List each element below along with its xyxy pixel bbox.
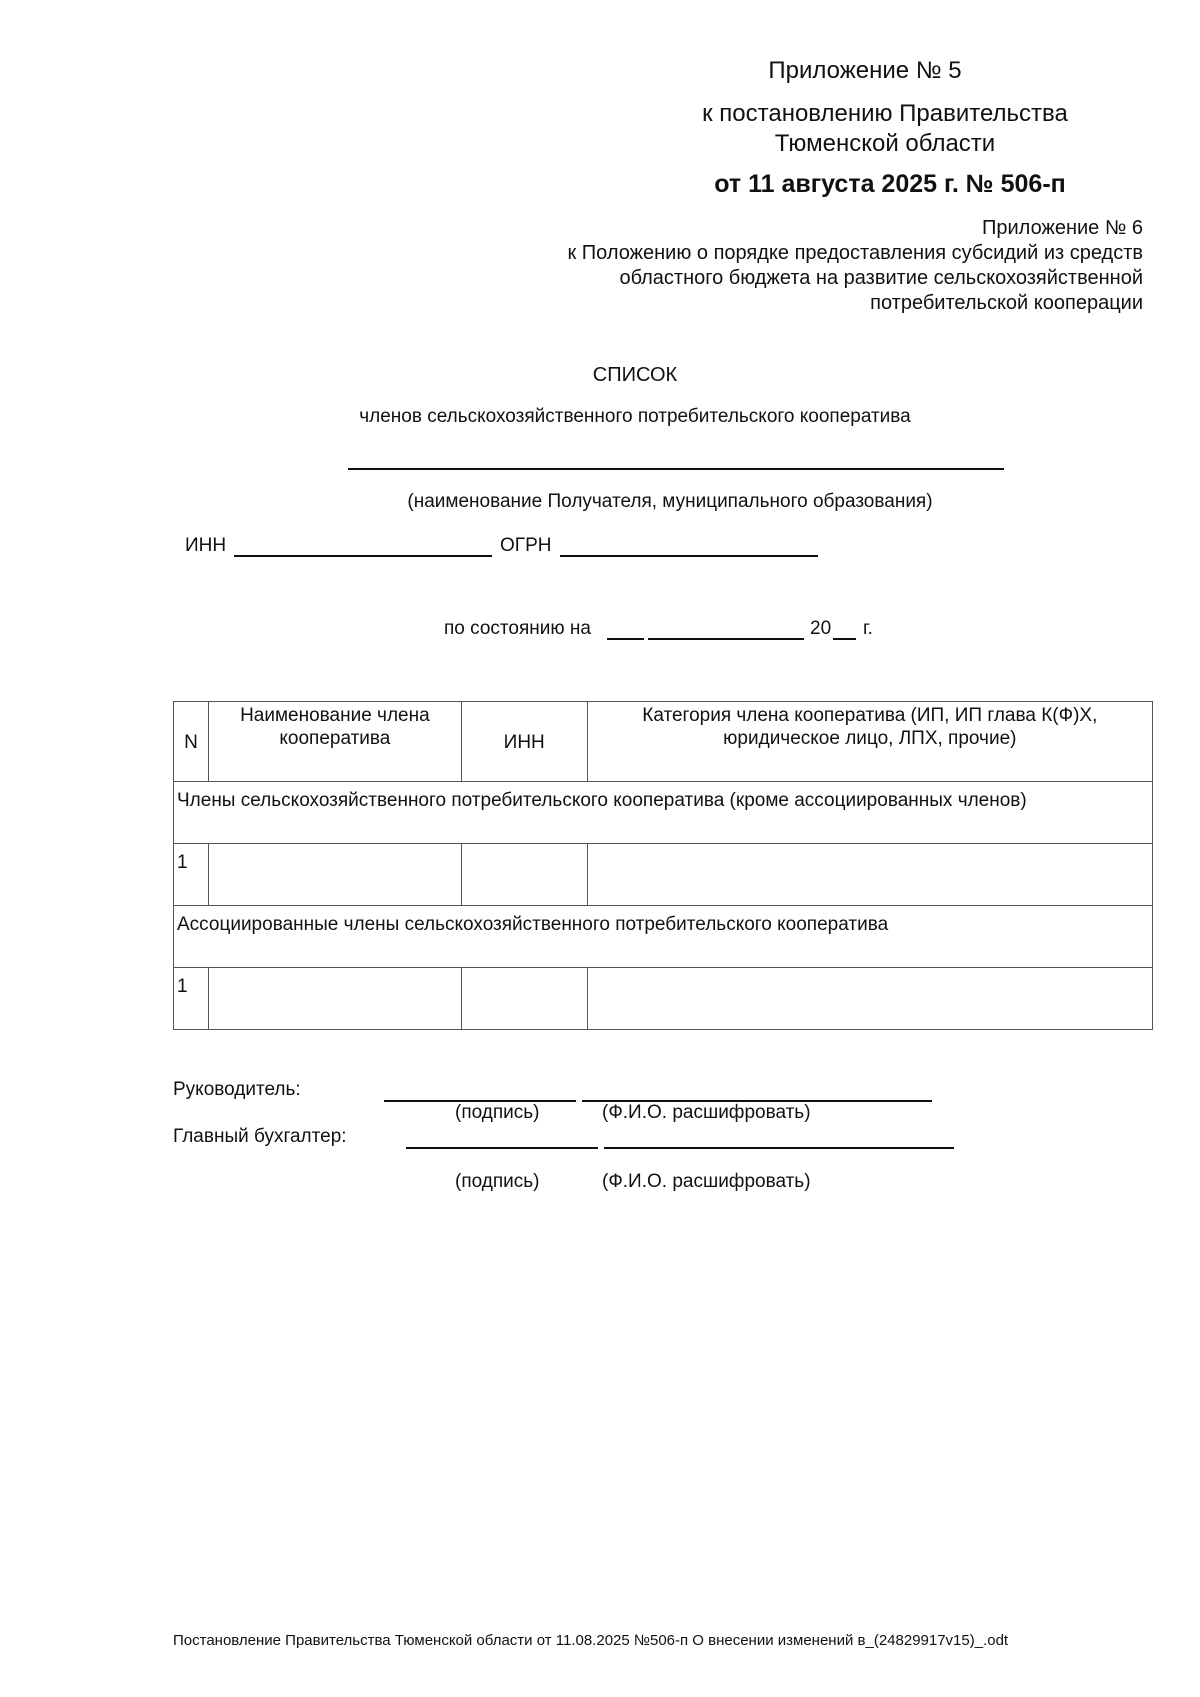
accountant-label: Главный бухгалтер:	[173, 1126, 347, 1147]
document-footer: Постановление Правительства Тюменской области от 11.08.2025 №506-п О внесении изменений в_(24829917v15)_.odt	[173, 1632, 1009, 1649]
appendix5-region-line: Тюменской области	[774, 130, 996, 157]
appendix6-line-2: областного бюджета на развитие сельскохозяйственной	[619, 267, 1143, 289]
ogrn-blank	[560, 555, 818, 557]
head-fio-caption: (Ф.И.О. расшифровать)	[602, 1102, 811, 1123]
table-row	[174, 968, 1153, 1030]
head-signature-caption: (подпись)	[455, 1102, 540, 1123]
appendix5-date: от 11 августа 2025 г. № 506-п	[714, 170, 1066, 198]
accountant-fio-blank	[604, 1147, 954, 1149]
members-table	[173, 701, 1153, 1030]
list-subtitle: членов сельскохозяйственного потребительского кооператива	[359, 406, 911, 427]
accountant-signature-blank	[406, 1147, 598, 1149]
cell-member-name	[208, 844, 461, 906]
year-blank	[833, 638, 856, 640]
recipient-name-caption: (наименование Получателя, муниципального образования)	[407, 491, 933, 512]
appendix6-line-1: к Положению о порядке предоставления субсидий из средств	[567, 242, 1143, 264]
header-member-name: Наименование члена кооператива	[208, 702, 461, 782]
list-title: СПИСОК	[592, 364, 678, 386]
head-label: Руководитель:	[173, 1079, 301, 1100]
appendix5-title: Приложение № 5	[768, 57, 962, 84]
inn-label: ИНН	[185, 535, 227, 556]
cell-member-name	[208, 968, 461, 1030]
cell-category	[587, 968, 1152, 1030]
recipient-name-blank	[348, 468, 1004, 470]
cell-inn	[461, 968, 587, 1030]
ogrn-label: ОГРН	[500, 535, 552, 556]
appendix5-resolution-line: к постановлению Правительства	[702, 100, 1068, 127]
section-row-members	[174, 782, 1153, 844]
header-inn: ИНН	[461, 702, 587, 782]
year-prefix: 20	[810, 618, 832, 639]
year-suffix: г.	[863, 618, 873, 639]
header-category: Категория члена кооператива (ИП, ИП глава К(Ф)Х, юридическое лицо, ЛПХ, прочие)	[587, 702, 1152, 782]
accountant-signature-caption: (подпись)	[455, 1171, 540, 1192]
header-n: N	[174, 702, 209, 782]
table-header-row	[174, 702, 1153, 782]
table-row	[174, 844, 1153, 906]
as-of-label: по состоянию на	[444, 618, 591, 639]
row-number: 1	[174, 844, 209, 906]
month-blank	[648, 638, 804, 640]
inn-blank	[234, 555, 492, 557]
section-row-associated	[174, 906, 1153, 968]
accountant-fio-caption: (Ф.И.О. расшифровать)	[602, 1171, 811, 1192]
appendix6-title: Приложение № 6	[982, 217, 1143, 239]
section-associated-label: Ассоциированные члены сельскохозяйственного потребительского кооператива	[174, 906, 1153, 968]
section-members-label: Члены сельскохозяйственного потребительского кооператива (кроме ассоциированных членов)	[174, 782, 1153, 844]
row-number: 1	[174, 968, 209, 1030]
day-blank	[607, 638, 644, 640]
cell-category	[587, 844, 1152, 906]
appendix6-line-3: потребительской кооперации	[870, 292, 1143, 314]
cell-inn	[461, 844, 587, 906]
